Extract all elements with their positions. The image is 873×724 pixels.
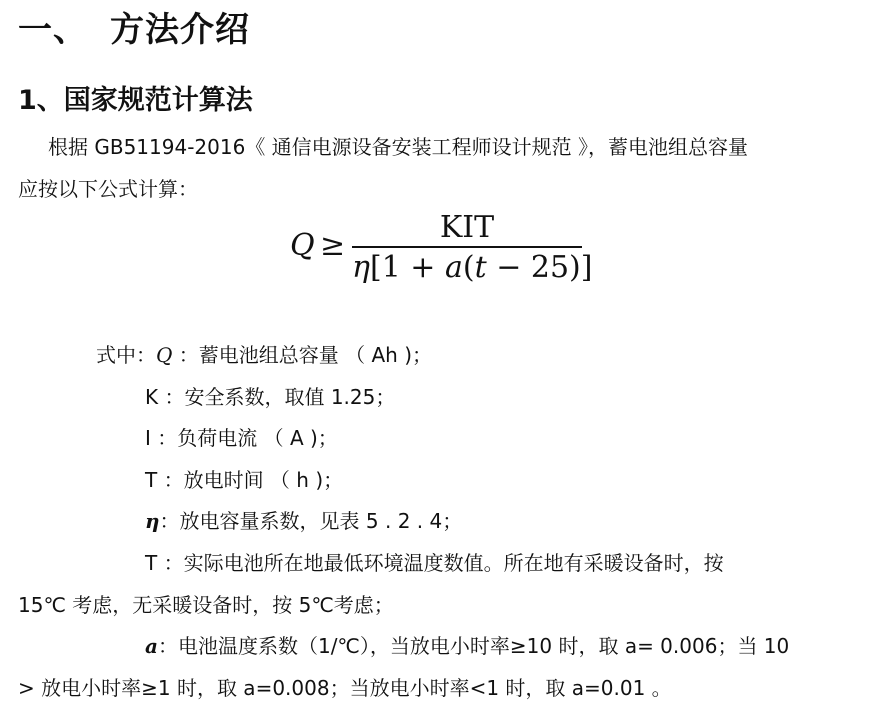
formula-a: a [444, 250, 463, 285]
definition-t2-line-1: T ：实际电池所在地最低环境温度数值。所在地有采暖设备时，按 [145, 551, 724, 575]
capacity-formula [290, 210, 593, 290]
formula-t: t [474, 250, 487, 285]
intro-paragraph-line-1: 根据 GB51194-2016《 通信电源设备安装工程师设计规范 》，蓄电池组总容量 [48, 135, 749, 159]
formula-lhs: Q [290, 228, 315, 263]
eta-symbol: η [145, 509, 160, 533]
intro-paragraph-line-2: 应按以下公式计算： [18, 177, 198, 201]
formula-eta: η [352, 250, 370, 285]
subsection-heading: 1、国家规范计算法 [18, 85, 253, 116]
definition-t: T ：放电时间 （ h )； [145, 468, 344, 492]
definition-prefix: 式中： [96, 343, 156, 367]
definition-q [96, 342, 432, 368]
formula-numerator: KIT [439, 210, 495, 245]
formula-denominator [352, 250, 593, 285]
definition-k: K ：安全系数，取值 1.25； [145, 385, 396, 409]
q-description: ：蓄电池组总容量 （ Ah )； [172, 343, 432, 367]
q-symbol: Q [156, 343, 173, 367]
fraction-bar [352, 246, 582, 248]
definition-eta [145, 508, 462, 534]
a-symbol: a [145, 634, 158, 658]
formula-relation: ≥ [320, 228, 346, 263]
definition-a-line-1 [145, 633, 789, 659]
definition-a-line-2: > 放电小时率≥1 时，取 a=0.008；当放电小时率<1 时，取 a=0.01 。 [18, 676, 672, 700]
definition-t2-line-2: 15℃ 考虑，无采暖设备时，按 5℃考虑； [18, 593, 394, 617]
definition-i: I ：负荷电流 （ A )； [145, 426, 338, 450]
eta-description: ：放电容量系数，见表 5 . 2 . 4； [159, 509, 463, 533]
formula-rest: − 25)] [486, 250, 593, 285]
a-description: ：电池温度系数（1/℃），当放电小时率≥10 时，取 a= 0.006；当 10 [157, 634, 790, 658]
section-title: 方法介绍 [110, 10, 250, 50]
section-heading [18, 2, 250, 51]
formula-bracket-open: [1 + [369, 250, 445, 285]
section-number: 一、 [18, 10, 88, 50]
formula-paren-open: ( [462, 250, 475, 285]
